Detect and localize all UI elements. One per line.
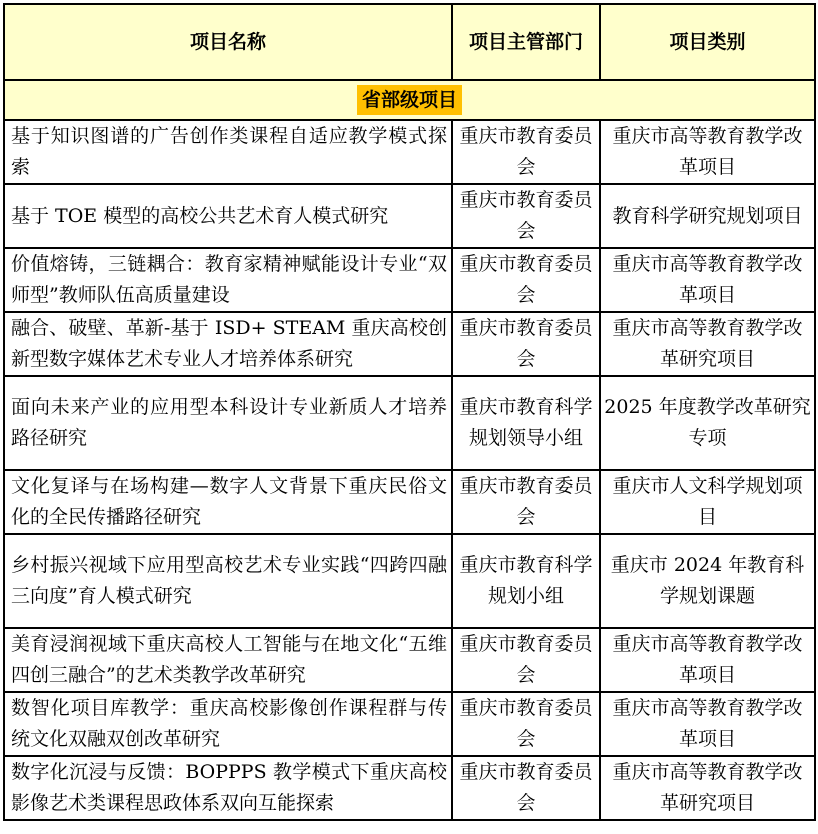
cell-project-name: 面向未来产业的应用型本科设计专业新质人才培养路径研究 <box>4 376 452 470</box>
table-row <box>4 692 815 756</box>
table-row <box>4 534 815 628</box>
table-row <box>4 376 815 470</box>
cell-department: 重庆市教育委员会 <box>452 184 600 248</box>
cell-project-name: 基于知识图谱的广告创作类课程自适应教学模式探索 <box>4 120 452 184</box>
table-row <box>4 120 815 184</box>
cell-department: 重庆市教育委员会 <box>452 470 600 534</box>
table-header-row <box>4 4 815 80</box>
cell-department: 重庆市教育委员会 <box>452 120 600 184</box>
cell-department: 重庆市教育科学规划小组 <box>452 534 600 628</box>
header-category: 项目类别 <box>600 4 815 80</box>
cell-department: 重庆市教育委员会 <box>452 312 600 376</box>
cell-category: 2025 年度教学改革研究专项 <box>600 376 815 470</box>
cell-category: 重庆市高等教育教学改革研究项目 <box>600 756 815 820</box>
table-row <box>4 248 815 312</box>
table-row <box>4 756 815 820</box>
table-row <box>4 470 815 534</box>
table-row <box>4 628 815 692</box>
cell-project-name: 乡村振兴视域下应用型高校艺术专业实践“四跨四融三向度”育人模式研究 <box>4 534 452 628</box>
section-label: 省部级项目 <box>357 85 462 115</box>
header-project-name: 项目名称 <box>4 4 452 80</box>
section-row <box>4 80 815 120</box>
cell-project-name: 数智化项目库教学：重庆高校影像创作课程群与传统文化双融双创改革研究 <box>4 692 452 756</box>
cell-project-name: 价值熔铸，三链耦合：教育家精神赋能设计专业“双师型”教师队伍高质量建设 <box>4 248 452 312</box>
table-row <box>4 312 815 376</box>
projects-table <box>3 3 816 821</box>
cell-department: 重庆市教育委员会 <box>452 756 600 820</box>
table-row <box>4 184 815 248</box>
header-department: 项目主管部门 <box>452 4 600 80</box>
cell-department: 重庆市教育委员会 <box>452 692 600 756</box>
cell-department: 重庆市教育委员会 <box>452 248 600 312</box>
cell-project-name: 美育浸润视域下重庆高校人工智能与在地文化“五维四创三融合”的艺术类教学改革研究 <box>4 628 452 692</box>
cell-category: 重庆市高等教育教学改革项目 <box>600 628 815 692</box>
cell-category: 教育科学研究规划项目 <box>600 184 815 248</box>
cell-project-name: 基于 TOE 模型的高校公共艺术育人模式研究 <box>4 184 452 248</box>
cell-department: 重庆市教育科学规划领导小组 <box>452 376 600 470</box>
cell-category: 重庆市 2024 年教育科学规划课题 <box>600 534 815 628</box>
cell-category: 重庆市高等教育教学改革研究项目 <box>600 312 815 376</box>
cell-category: 重庆市人文科学规划项目 <box>600 470 815 534</box>
cell-category: 重庆市高等教育教学改革项目 <box>600 692 815 756</box>
cell-project-name: 融合、破壁、革新-基于 ISD+ STEAM 重庆高校创新型数字媒体艺术专业人才培养体系研究 <box>4 312 452 376</box>
cell-category: 重庆市高等教育教学改革项目 <box>600 120 815 184</box>
cell-project-name: 数字化沉浸与反馈：BOPPPS 教学模式下重庆高校影像艺术类课程思政体系双向互能探索 <box>4 756 452 820</box>
cell-department: 重庆市教育委员会 <box>452 628 600 692</box>
cell-project-name: 文化复译与在场构建—数字人文背景下重庆民俗文化的全民传播路径研究 <box>4 470 452 534</box>
cell-category: 重庆市高等教育教学改革项目 <box>600 248 815 312</box>
